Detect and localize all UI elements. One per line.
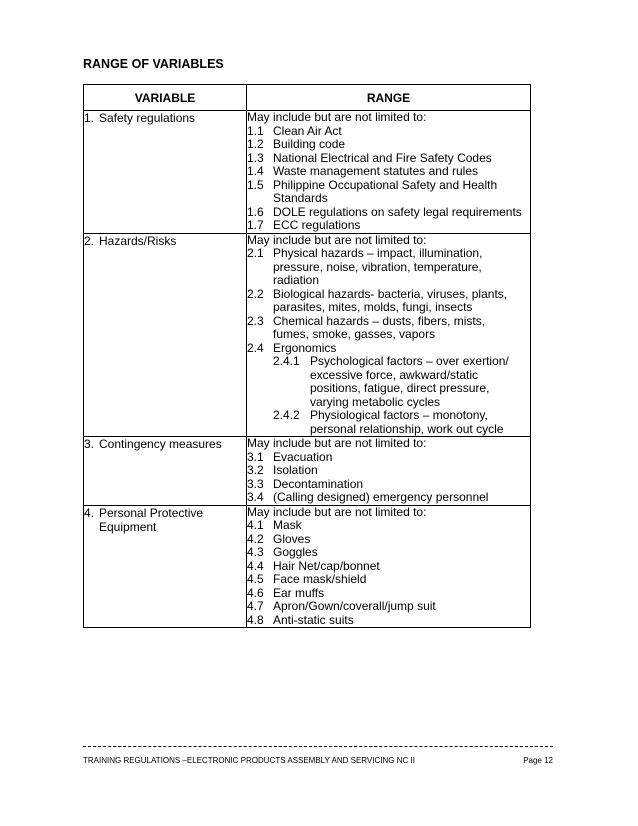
variable-label: Safety regulations [99,111,196,125]
item-number: 4.6 [247,585,264,600]
item-text-line: Face mask/shield [273,572,367,586]
subitem-text-line: personal relationship, work out cycle [310,421,504,436]
subitem-text [310,355,509,409]
item-text [273,533,310,547]
item-text [273,179,497,206]
range-item [247,315,530,342]
range-item [247,165,530,179]
range-item [247,573,530,587]
item-text-line: Gloves [273,531,311,546]
variable-header: VARIABLE [84,85,247,111]
item-text-line: Anti-static suits [273,612,354,627]
item-text [273,478,363,492]
item-text [273,219,360,233]
range-cell [247,505,531,628]
item-number: 4.1 [247,518,264,532]
item-text-line: ECC regulations [273,218,361,232]
footer-divider [83,746,553,747]
item-text-line: Building code [273,137,346,151]
range-of-variables-table [83,84,531,628]
range-item [247,533,530,547]
item-text-line: Goggles [273,545,318,559]
item-text-line: Hair Net/cap/bonnet [273,558,380,573]
table-header-row [84,85,531,111]
range-item [247,546,530,560]
subitem-text-line: Psychological factors – over exertion/ [310,354,509,368]
variable-line [84,111,246,125]
table-row [84,437,531,506]
item-text-line: Ear muffs [273,585,325,600]
item-number: 2.4 [247,340,264,355]
item-text-line: pressure, noise, vibration, temperature, [273,259,482,274]
item-text-line: (Calling designed) emergency personnel [273,490,489,504]
variable-label: Hazards/Risks [99,233,177,248]
item-text [273,560,380,574]
variable-label: Personal Protective [99,505,204,520]
item-text-line: Chemical hazards – dusts, fibers, mists, [273,313,486,328]
item-number: 1.4 [247,164,264,178]
item-number: 4.3 [247,545,264,559]
item-number: 4.5 [247,572,264,586]
range-cell [247,437,531,506]
page-title: RANGE OF VARIABLES [83,57,224,71]
item-text-line: National Electrical and Fire Safety Codes [273,150,492,165]
item-text-line: fumes, smoke, gasses, vapors [273,327,436,341]
item-text [273,464,318,478]
item-text [273,546,318,560]
range-item [247,519,530,533]
range-intro: May include but are not limited to: [247,110,427,124]
range-intro: May include but are not limited to: [247,504,427,519]
item-number: 1.6 [247,204,264,219]
item-text-line: Apron/Gown/coverall/jump suit [273,599,436,613]
item-text [273,125,342,139]
range-subitem [247,355,530,409]
range-item [247,138,530,152]
variable-line [84,520,246,534]
item-number: 3.4 [247,490,264,504]
item-text-line: Isolation [273,463,318,477]
item-text-line: Mask [273,518,302,532]
subitem-text-line: varying metabolic cycles [310,394,441,409]
item-number: 4.4 [247,558,264,573]
table-row [84,111,531,234]
variable-line [84,437,246,451]
item-text [273,138,345,152]
range-item [247,560,530,574]
range-item [247,152,530,166]
range-item [247,614,530,628]
item-text [273,165,478,179]
variable-line [84,234,246,248]
range-item [247,587,530,601]
variable-cell [84,437,247,506]
range-item [247,464,530,478]
item-text [273,451,332,465]
range-intro: May include but are not limited to: [247,232,427,247]
item-number: 1.7 [247,218,264,232]
variable-label: Contingency measures [99,437,222,451]
subitem-text-line: positions, fatigue, direct pressure, [310,381,490,395]
range-intro: May include but are not limited to: [247,436,427,450]
subitem-text-line: excessive force, awkward/static [310,367,479,382]
item-text [273,614,354,628]
item-text-line: Ergonomics [273,340,337,355]
table-row [84,233,531,437]
range-item [247,600,530,614]
item-text [273,206,522,220]
item-text [273,519,302,533]
item-text [273,342,336,356]
item-number: 4.2 [247,531,264,546]
item-text [273,573,366,587]
range-item [247,219,530,233]
item-text-line: Waste management statutes and rules [273,164,478,178]
item-number: 1.1 [247,123,264,138]
subitem-text-line: Physiological factors – monotony, [310,408,488,422]
item-text [273,587,324,601]
subitem-text [310,409,503,436]
item-text-line: DOLE regulations on safety legal requirements [273,204,522,219]
variable-cell [84,505,247,628]
page-number: Page 12 [523,756,553,765]
variable-cell [84,111,247,234]
item-text [273,491,488,505]
item-number: 1.5 [247,177,264,192]
item-number: 3.3 [247,476,264,491]
range-item [247,478,530,492]
range-item [247,125,530,139]
footer-title: TRAINING REGULATIONS –ELECTRONIC PRODUCTS ASSEMBLY AND SERVICING NC II [83,756,415,765]
item-text-line: Decontamination [273,476,364,491]
item-number: 3.2 [247,463,264,477]
variable-label: Equipment [99,519,157,534]
item-number: 4.8 [247,612,264,627]
range-item [247,288,530,315]
variable-cell [84,233,247,437]
item-text [273,247,482,288]
variable-number: 4. [84,505,95,520]
page-footer [83,756,553,765]
item-number: 3.1 [247,449,264,464]
item-text-line: Clean Air Act [273,123,342,138]
subitem-number: 2.4.2 [273,408,300,422]
item-number: 2.2 [247,286,264,301]
variable-number: 2. [84,233,95,248]
subitem-number: 2.4.1 [273,354,300,368]
range-subitem [247,409,530,436]
range-item [247,491,530,505]
range-cell [247,111,531,234]
item-number: 2.3 [247,313,264,328]
item-text [273,288,507,315]
variable-number: 3. [84,437,95,451]
variable-number: 1. [84,111,95,125]
item-text [273,315,485,342]
variable-line [84,506,246,520]
range-cell [247,233,531,437]
table-row [84,505,531,628]
range-item [247,247,530,288]
item-text-line: Standards [273,191,328,205]
item-text-line: radiation [273,273,320,287]
item-text [273,152,492,166]
item-text-line: Evacuation [273,449,333,464]
item-text [273,600,436,614]
range-header: RANGE [247,85,531,111]
range-item [247,451,530,465]
item-number: 1.2 [247,137,264,151]
range-item [247,179,530,206]
item-number: 1.3 [247,150,264,165]
item-text-line: Biological hazards- bacteria, viruses, plants, [273,286,508,301]
item-text-line: Philippine Occupational Safety and Health [273,177,498,192]
item-text-line: Physical hazards – impact, illumination, [273,246,483,260]
item-number: 4.7 [247,599,264,613]
item-text-line: parasites, mites, molds, fungi, insects [273,300,473,314]
range-item [247,206,530,220]
range-item [247,342,530,356]
item-number: 2.1 [247,246,264,260]
